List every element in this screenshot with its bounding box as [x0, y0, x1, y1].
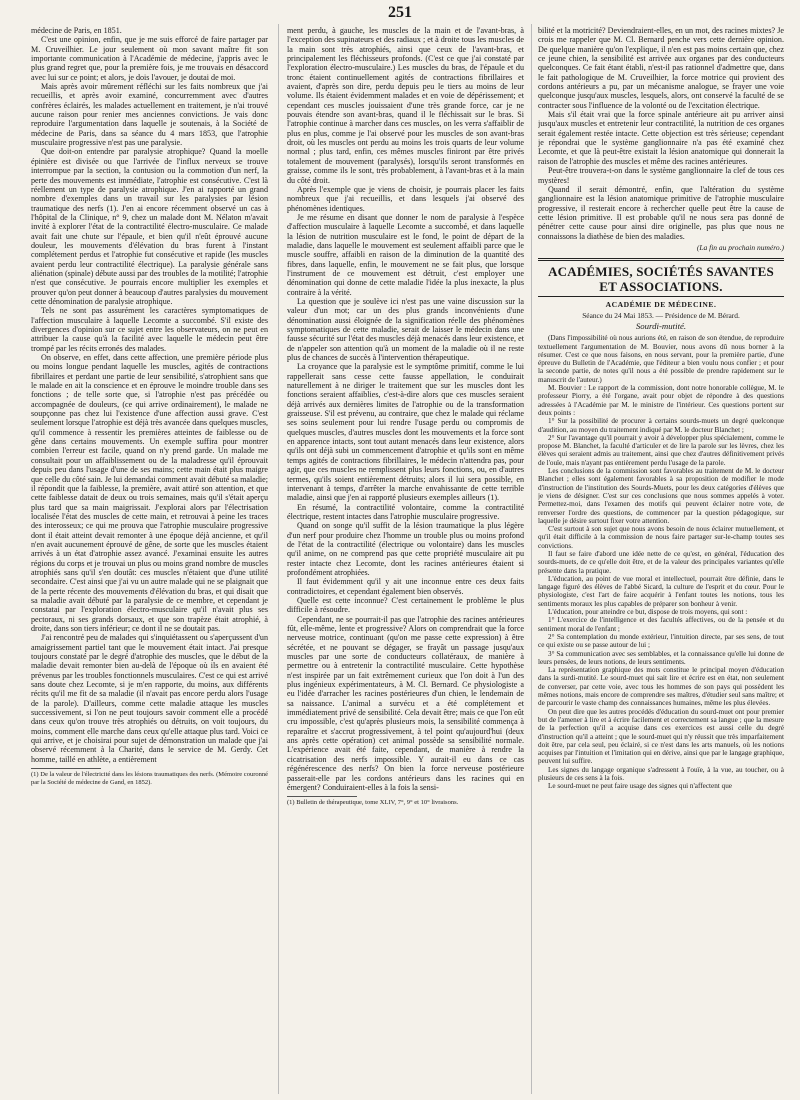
paragraph: J'ai rencontré peu de malades qui s'inquiétassent ou s'aperçussent d'un amaigrissement partiel tant que le mouvement était intact. J'ai presque toujours constaté par le degré d'atrophie des muscles, que le début de la maladie devait remonter bien au-delà de l'époque où ils en avaient été prévenus par les troubles fonctionnels musculaires. C'est ce qui est arrivé sans doute chez Lecomte, si je m'en rapporte, du moins, aux différents récits qu'il me fit de sa maladie (il n'avait pas encore perdu alors l'usage de la parole). D'ailleurs, comme cette maladie attaque les muscles successivement, si l'on ne peut toujours savoir comment elle a procédé dans ceux qu'on trouve très atrophiés ou détruits, on voit toujours, du moins, comment elle marche dans ceux qu'elle attaque plus tard. Voici ce qui arrive, et je choisirai pour sujet de démonstration un malade que j'ai observé récemment à la Charité, dans le service de M. Gerdy. Cet homme, taillé en athlète, a entièrement: [31, 633, 268, 764]
paragraph: Je me résume en disant que donner le nom de paralysie à l'espèce d'affection musculaire à laquelle Lecomte a succombé, et dans laquelle la lésion de nutrition musculaire est le fond, le point de départ de la maladie, dans laquelle le mouvement est seulement affaibli parce que le muscle souffre, affaibli en raison de la diminution de la quantité des fibres, dans laquelle, enfin, le mouvement ne se fait plus, que lorsque l'instrument de ce mouvement est détruit, c'est employer une dénomination qui donne de cette maladie l'idée la plus inexacte, la plus contraire à la vérité.: [287, 212, 524, 297]
paragraph: Quelle est cette inconnue? C'est certainement le problème le plus difficile à résoudre.: [287, 595, 524, 615]
paragraph: Peut-être trouvera-t-on dans le système ganglionnaire la clef de tous ces mystères!: [538, 166, 784, 185]
paragraph: Mais s'il était vrai que la force spinale antérieure ait pu arriver ainsi jusqu'aux muscles et entretenir leur contractilité, la nutrition de ces organes serait également restée intacte. Cette objection est très sérieuse; cependant je répondrai que le système ganglionnaire n'a pas été examiné chez Lecomte, et que là peut-être existait la lésion anatomique qui donnerait la raison de l'atrophie des muscles et même des racines antérieures.: [538, 110, 784, 166]
footnote: (1) Bulletin de thérapeutique, tome XLIV, 7°, 9° et 10° livraisons.: [287, 799, 459, 807]
paragraph: La représentation graphique des mots constitue le principal moyen d'éducation dans la surdi-mutité. Le sourd-muet qui sait lire et écrire est en état, non seulement de converser, par cette voie, avec tous les hommes de son pays qui possèdent les mêmes notions, mais encore de comprendre ses maîtres, d'étudier seul sans maître; et de parcourir le vaste champ des connaissances humaines, même les plus élevées.: [538, 666, 784, 708]
footnote-rule: [31, 768, 101, 769]
paragraph: médecine de Paris, en 1851.: [31, 26, 122, 35]
paragraph: 2° Sa contemplation du monde extérieur, l'intuition directe, par ses sens, de tout ce qui existe ou se passe autour de lui ;: [538, 632, 784, 650]
paragraph: Mais après avoir mûrement réfléchi sur les faits nombreux que j'ai recueillis, et après avoir examiné, concurremment avec d'autres confrères éclairés, les malades actuellement en traitement, je n'ai trouvé aucune raison pour renier mes anciennes convictions. Je vais donc reproduire l'argumentation dans laquelle je soutenais, à la Société de médecine de Paris, dans sa séance du 4 mars 1853, que l'atrophie musculaire progressive n'est pas une paralysie.: [31, 82, 268, 148]
paragraph: La croyance que la paralysie est le symptôme primitif, comme le lui rappellerait sans cesse cette fausse appellation, le conduirait naturellement à ne diriger le traitement que sur les muscles dont les fonctions seraient affaiblies, c'est-à-dire alors que ces muscles seraient déjà arrivés aux dernières limites de l'atrophie ou de la transformation graisseuse. S'il est prévenu, au contraire, que chez le malade qui réclame ses soins seulement pour lui rendre l'usage perdu ou compromis de quelques muscles, d'autres muscles dont les mouvements et la force sont en apparence intacts, sont tout autant menacés dans leur existence, alors qu'ils ont déjà subi un commencement d'atrophie et qu'ils sont en même temps agités de contractions fibrillaires, le médecin n'attendra pas, pour agir, que ces muscles ne remplissent plus leurs fonctions, ou, en d'autres termes, qu'ils soient entièrement détruits; alors il lui sera possible, en intervenant à temps, d'arrêter la marche envahissante de cette terrible maladie, ainsi que j'en ai rapporté plusieurs exemples ailleurs (1).: [287, 362, 524, 503]
section-title: ACADÉMIES, SOCIÉTÉS SAVANTES ET ASSOCIATIONS.: [548, 264, 774, 295]
paragraph: Tels ne sont pas assurément les caractères symptomatiques de l'affection musculaire à laquelle Lecomte a succombé. S'il existe des divergences d'opinion sur ce sujet entre les observateurs, on ne peut en attribuer la cause qu'à la facilité avec laquelle le médecin peut être trompé par les récits erronés des malades.: [31, 306, 268, 353]
academy-heading: ACADÉMIE DE MÉDECINE.: [605, 300, 717, 310]
paragraph: Le sourd-muet ne peut faire usage des signes qui n'affectent que: [548, 782, 732, 791]
paragraph: 1° L'exercice de l'intelligence et des facultés affectives, ou de la pensée et du sentiment moral de l'enfant ;: [538, 616, 784, 633]
paragraph: Il faut se faire d'abord une idée nette de ce qu'est, en général, l'éducation des sourds-muets, de ce qu'elle doit être, et de la valeur des principales variantes qu'elle présente dans la pratique.: [538, 550, 784, 575]
paragraph: Les conclusions de la commission sont favorables au traitement de M. le docteur Blanchet ; elles sont également favorables à sa proposition de modifier le mode d'instruction de l'institution des Sourds-Muets, pour les deux catégories d'élèves que je viens de désigner. C'est sur ces conclusions que nous sommes appelés à voter. Permettez-moi, dans l'examen des motifs qui peuvent éclairer notre vote, de renverser l'ordre des questions, de commencer par la question pédagogique, sur laquelle je désire surtout fixer votre attention.: [538, 467, 784, 525]
paragraph: On peut dire que les autres procédés d'éducation du sourd-muet ont pour premier but de l'amener à lire et à écrire facilement et correctement sa langue ; que la mesure de la perfection qu'il a acquise dans ces exercices est aussi celle du degré d'instruction qu'il a atteint ; que le sourd-muet qui n'y réussit que très imparfaitement doit être, par cela seul, peu éclairé, si ce n'est dans les arts manuels, où les notions acquises par l'intuition et l'imitation qui en dérive, ainsi que par le langage graphique, peuvent lui suffire.: [538, 707, 784, 766]
paragraph: Que doit-on entendre par paralysie atrophique? Quand la moelle épinière est divisée ou que l'arrivée de l'influx nerveux se trouve interrompue par la section, la contusion ou la commotion d'un nerf, la perte des mouvements est immédiate, l'atrophie est consécutive. C'est là réellement un type de paralysie atrophique. J'en ai rapporté un grand nombre d'exemples dans un travail sur les paralysies par lésion traumatique des nerfs (1). J'en ai encore récemment observé un cas à l'hôpital de la Clinique, n° 9, chez un malade dont M. Nélaton m'avait invité à explorer l'état de la contractilité électro-musculaire. Ce malade avait fait une chute sur l'épaule, et bien qu'il n'eût éprouvé aucune douleur, les mouvements d'élévation du bras furent à l'instant complétement perdus et l'atrophie fut consécutive et rapide (les muscles avaient perdu leur contractilité électrique). La paralysie générale sans aliénation (spinale) débute aussi par des troubles de la motilité; l'atrophie n'est que consécutive. Je pourrais encore multiplier les exemples et prouver qu'on peut donner à beaucoup d'autres paralysies du mouvement cette dénomination de paralysie atrophique.: [31, 147, 268, 306]
paragraph: On observe, en effet, dans cette affection, une première période plus ou moins longue pendant laquelle les muscles, agités de contractions fibrillaires et perdant une partie de leur sensibilité, s'atrophient sans que le malade en ait la conscience et en éprouve le moindre trouble dans ses fonctions ; de telle sorte que, si l'atrophie n'est pas précédée ou accompagnée de douleurs, (ce qui arrive ordinairement), le malade ne soupçonne pas chez lui l'existence d'une affection aussi grave. C'est seulement lorsque l'atrophie est déjà très avancée dans quelques muscles, qu'il commence à ressentir les premières atteintes de faiblesse ou de gêne dans certains mouvements. Un exemple suffira pour montrer combien l'erreur est facile, quand on n'y prend garde. Un malade me consultait pour un affaiblissement ou de la maladresse qu'il éprouvait depuis peu dans l'usage d'une de ses mains; cette main était plus maigre que celle du côté sain. Je lui demandai comment avait débuté sa maladie; il répondit que la faiblesse, la première, avait attiré son attention, et que cette faiblesse datait de deux ou trois semaines, mais qu'il s'était aperçu plus tard que sa main maigrissait. J'explorai alors par l'électrisation localisée l'état des muscles de cette main, et retrouvai à peine les traces des interosseux; ce qui me prouva que l'atrophie musculaire progressive dont il était atteint devait remonter à une époque déjà ancienne, et qu'il n'en avait aucunement éprouvé de gêne, de sorte que les muscles étaient arrivés à un état d'atrophie assez avancé. J'examinai ensuite les autres régions du corps et je trouvai un plus ou moins grand nombre de muscles atrophiés sans qu'il s'en doutât: ces muscles n'étaient que d'une utilité secondaire. C'est ainsi que j'ai vu un autre malade qui ne se plaignait que de la perte récente des mouvements d'élévation du bras, et qui disait que sa maladie avait débuté par la paralysie de ce membre, et cependant je constatai par l'exploration électro-musculaire qu'il n'avait plus ses pectoraux, ni ses grands dorsaux, et que son trapèze était atrophié, à droite, dans son tiers inférieur; ce dont il ne se doutait pas.: [31, 353, 268, 633]
session-line: Séance du 24 Mai 1853. — Présidence de M. Bérard.: [582, 310, 740, 320]
section-rule: [538, 258, 784, 261]
column-divider: [278, 24, 279, 1094]
column-middle: [287, 26, 524, 1066]
paragraph: En résumé, la contractilité volontaire, comme la contractilité électrique, restent intactes dans l'atrophie musculaire progressive.: [287, 502, 524, 521]
paragraph: bilité et la motricité? Deviendraient-elles, en un mot, des racines mixtes? Je crois me rappeler que M. Cl. Bernard penche vers cette dernière opinion. De quelque manière qu'on l'explique, il n'en est pas moins certain que, chez ce jeune chien, la sensibilité est arrivée aux organes par des conducteurs quelconques. Ce fait étant établi, n'est-il pas rationnel d'admettre que, dans le fait pathologique de M. Cruveilhier, la force motrice qui provient des cordons antérieurs a pu, par un mécanisme analogue, se frayer une voie quelconque jusqu'aux muscles, lesquels, alors, ont conservé la faculté de se contracter sous l'influence de la volonté ou de l'excitation électrique.: [538, 26, 784, 110]
paragraph: ment perdu, à gauche, les muscles de la main et de l'avant-bras, à l'exception des supinateurs et des radiaux ; et à droite tous les muscles de la main sont très atrophiés, ainsi que ceux de l'avant-bras, et principalement les fléchisseurs profonds. (C'est ce que j'ai constaté par l'exploration électro-musculaire.) Les muscles du bras, de l'épaule et du tronc étaient continuellement agités de contractions fibrillaires et avaient, d'après son dire, perdu depuis peu le tiers au moins de leur volume. Ils étaient évidemment malades et en voie de dépérissement; et cependant ces muscles jouissaient d'une très grande force, car je ne pouvais étendre son avant-bras, quand il le fléchissait sur le bras. Si l'atrophie continue à marcher dans ces muscles, on les verra s'affaiblir de plus en plus, comme je l'ai observé pour les muscles de son avant-bras droit, où les muscles ont perdu au moins les trois quarts de leur volume normal ; plus tard, enfin, ces mêmes muscles finiront par être privés totalement de mouvement (paralysés), lorsqu'ils seront transformés en graisse, comme ils le sont, très probablement, à l'avant-bras et à la main du côté droit.: [287, 26, 524, 185]
paragraph: Cependant, ne se pourrait-il pas que l'atrophie des racines antérieures fût, elle-même, lente et progressive? Alors on comprendrait que la force nerveuse motrice, continuant (qu'on me passe cette expression) à être sécrétée, et ne pouvant se dégager, se frayât un passage jusqu'aux muscles par une sorte de conducteurs collatéraux, de manière à permettre ou à entretenir la contractilité musculaire. Cette hypothèse n'est inspirée par un fait extrêmement curieux que l'on doit à l'un des plus ingénieux expérimentateurs, à M. Cl. Bernard. Ce physiologiste a eu l'idée d'arracher les racines postérieures d'un chien, le lendemain de sa naissance. L'animal a survécu et a été complétement et immédiatement privé de sensibilité. Cela devait être; mais ce que l'on eût cru impossible, c'est qu'après plusieurs mois, la sensibilité commença à reparaître et s'accrut progressivement, à tel point qu'aujourd'hui (deux ans après cette opération) cet animal possède sa sensibilité normale. L'expérience avait été faite, cependant, de manière à rendre la cicatrisation des nerfs impossible. Y aurait-il eu dans ce cas régénérescence des nerfs? On bien la force nerveuse postérieure passerait-elle par les cordons antérieurs dans les racines qui en émergent? Conduiraient-elles à la fois la sensi-: [287, 614, 524, 792]
column-left: [31, 26, 268, 1086]
academy-report: [538, 334, 784, 790]
paragraph: Les signes du langage organique s'adressent à l'ouïe, à la vue, au toucher, ou à plusieurs de ces sens à la fois.: [538, 765, 784, 783]
column-divider: [531, 24, 532, 1094]
paragraph: Quand il serait démontré, enfin, que l'altération du système ganglionnaire est la lésion anatomique primitive de l'atrophie musculaire progressive, il resterait encore à rechercher quelle peut être la cause de cette lésion primitive. Il est probable qu'il ne nous sera pas donné de pénétrer cette cause pour ainsi dire originelle, pas plus que nous ne connaissons la diathèse de bien des maladies.: [538, 184, 784, 241]
paragraph: C'est une opinion, enfin, que je me suis efforcé de faire partager par M. Cruveilhier. Le jour seulement où mon savant maître fit son importante communication à l'Académie de médecine, j'appris avec le plus grand regret que, pour la première fois, je me trouvais en désaccord avec lui sur ce point; et alors, je dois l'avouer, je doutai de moi.: [31, 35, 268, 82]
continuation-note: (La fin au prochain numéro.): [696, 242, 784, 252]
paragraph: Après l'exemple que je viens de choisir, je pourrais placer les faits nombreux que j'ai recueillis, et dans lesquels j'ai observé des phénomènes identiques.: [287, 184, 524, 213]
paragraph: La question que je soulève ici n'est pas une vaine discussion sur la valeur d'un mot; car un des plus grands inconvénients d'une dénomination aussi éloignée de la signification réelle des phénomènes symptomatiques de cette maladie, serait de laisser le médecin dans une fausse sécurité sur l'état des muscles déjà menacés dans leur existence, et de n'appeler son attention qu'à un moment de la maladie où il ne reste plus de chances de succès à l'intervention thérapeutique.: [287, 296, 524, 363]
paragraph: L'éducation, pour atteindre ce but, dispose de trois moyens, qui sont :: [548, 608, 748, 617]
paragraph: C'est surtout à son sujet que nous avons besoin de nous éclairer mutuellement, et qu'il était difficile à la commission de nous faire partager sur-le-champ toutes ses convictions.: [538, 525, 784, 550]
section-rule: [538, 296, 784, 297]
paragraph: (Dans l'impossibilité où nous aurions été, en raison de son étendue, de reproduire textuellement l'argumentation de M. Bouvier, nous avons dû nous borner à la résumer. C'est ce que nous faisons, en nous servant, pour la première partie, d'une épreuve du Bulletin de l'Académie, que l'éditeur a bien voulu nous confier ; et pour la seconde partie, de notes qu'il nous a été possible de prendre rapidement sur le manuscrit de l'auteur.): [538, 334, 784, 384]
page-number: 251: [388, 4, 412, 21]
column-right: [538, 26, 784, 1086]
paragraph: 2° Sur l'avantage qu'il pourrait y avoir à développer plus spécialement, comme le propose M. Blanchet, la faculté d'articuler et de lire la parole sur les lèvres, chez les élèves qui seraient admis au traitement, ainsi que chez d'autres définitivement privés de l'ouïe, mais n'ayant pas entièrement perdu l'usage de la parole.: [538, 433, 784, 467]
topic-heading: Sourdi-mutité.: [635, 320, 687, 331]
paragraph: M. Bouvier : Le rapport de la commission, dont notre honorable collègue, M. le professeur Piorry, a été l'organe, avait pour objet de répondre à des questions adressées à l'Académie par M. le ministre de l'intérieur. Ces questions portent sur deux points :: [538, 384, 784, 417]
footnote-rule: [287, 796, 357, 797]
paragraph: 1° Sur la possibilité de procurer à certains sourds-muets un degré quelconque d'audition, au moyen du traitement indiqué par M. le docteur Blanchet ;: [538, 417, 784, 434]
footnote: (1) De la valeur de l'électricité dans les lésions traumatiques des nerfs. (Mémoire couronné par la Société de médecine de Gand, en 1852).: [31, 771, 268, 786]
paragraph: 3° Sa communication avec ses semblables, et la connaissance qu'elle lui donne de leurs pensées, de leurs notions, de leurs sentiments.: [538, 649, 784, 666]
paragraph: Il faut évidemment qu'il y ait une inconnue entre ces deux faits contradictoires, et cependant également bien observés.: [287, 577, 524, 596]
paragraph: Quand on songe qu'il suffit de la lésion traumatique la plus légère d'un nerf pour produire chez l'homme un trouble plus ou moins profond de l'état de la contractilité (électrique ou volontaire) dans les muscles qu'il anime, on ne comprend pas que cette propriété musculaire ait pu rester intacte chez Lecomte, dont les racines antérieures étaient si profondément atrophiées.: [287, 521, 524, 577]
paragraph: L'éducation, au point de vue moral et intellectuel, pourrait être définie, dans le langage figuré des élèves de l'abbé Sicard, la culture de l'esprit et du cœur. Pour le physiologiste, c'est l'art de faire acquérir à l'enfant toutes les notions, tous les sentiments moraux les plus capables de préparer son bonheur à venir.: [538, 574, 784, 608]
